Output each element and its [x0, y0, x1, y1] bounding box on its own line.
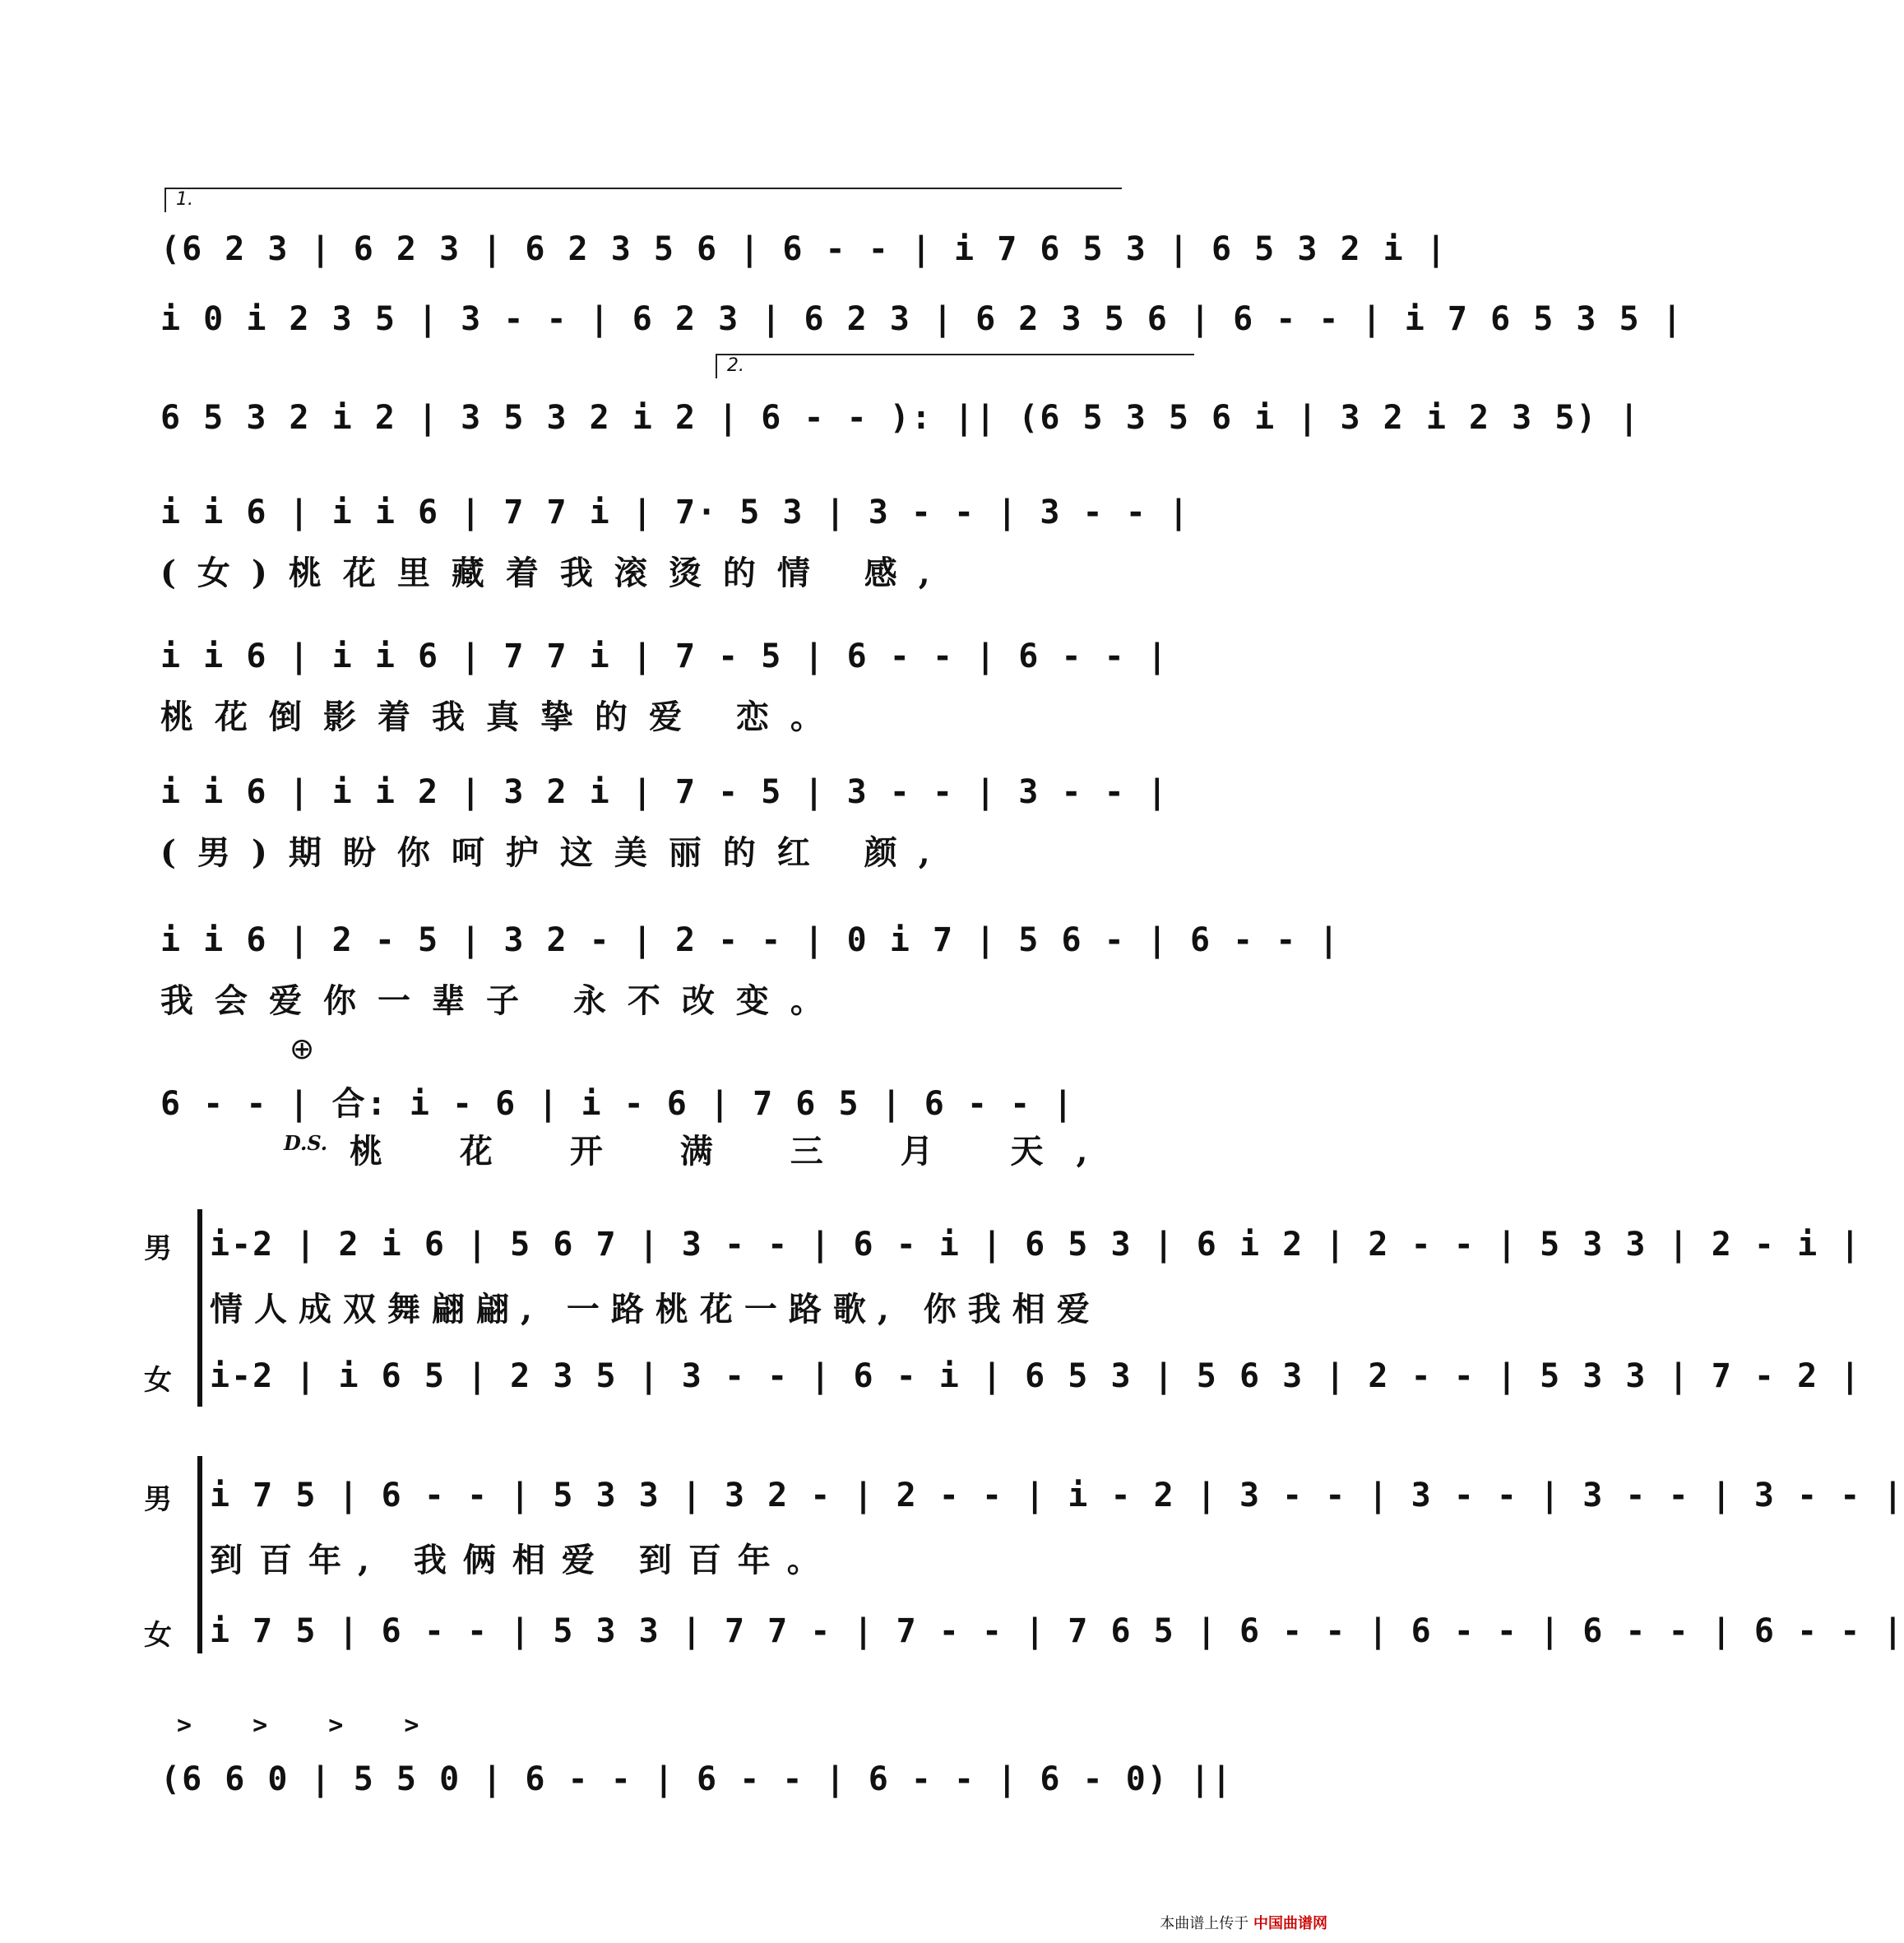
- system-8-lyrics: 桃 花 开 满 三 月 天,: [350, 1132, 1121, 1171]
- duet-1-male-label: 男: [144, 1232, 172, 1265]
- duet-2-bracket: [197, 1456, 202, 1653]
- duet-1-male-notes: i-2 | 2 i 6 | 5 6 7 | 3 - - | 6 - i | 6 5 3 | 6 i 2 | 2 - - | 5 3 3 | 2 - i |: [210, 1226, 1862, 1264]
- duet-1-lyrics: 情人成双舞翩翩, 一路桃花一路歌, 你我相爱: [210, 1290, 1101, 1329]
- system-2-notes: i 0 i 2 3 5 | 3 - - | 6 2 3 | 6 2 3 | 6 2 3 5 6 | 6 - - | i 7 6 5 3 5 |: [160, 300, 1684, 338]
- duet-2-male-notes: i 7 5 | 6 - - | 5 3 3 | 3 2 - | 2 - - | i - 2 | 3 - - | 3 - - | 3 - - | 3 - - |: [210, 1477, 1904, 1514]
- final-notes: (6 6 0 | 5 5 0 | 6 - - | 6 - - | 6 - - | 6 - 0) ||: [160, 1760, 1234, 1798]
- volta-2-label: 2.: [727, 355, 744, 376]
- footer: [1160, 1912, 1327, 1933]
- system-5-notes: i i 6 | i i 6 | 7 7 i | 7 - 5 | 6 - - | 6 - - |: [160, 638, 1169, 675]
- system-3-notes: 6 5 3 2 i 2 | 3 5 3 2 i 2 | 6 - - ): || (6 5 3 5 6 i | 3 2 i 2 3 5) |: [160, 399, 1641, 437]
- ds-mark: D.S.: [284, 1131, 328, 1155]
- volta-1: [164, 188, 1122, 212]
- final-accents: > > > >: [177, 1711, 442, 1740]
- site-logo: 中国曲谱网: [1253, 1915, 1327, 1932]
- volta-1-label: 1.: [176, 189, 193, 210]
- footer-text: 本曲谱上传于: [1160, 1915, 1249, 1932]
- system-4-notes: i i 6 | i i 6 | 7 7 i | 7· 5 3 | 3 - - | 3 - - |: [160, 494, 1190, 531]
- duet-1-female-notes: i-2 | i 6 5 | 2 3 5 | 3 - - | 6 - i | 6 5 3 | 5 6 3 | 2 - - | 5 3 3 | 7 - 2 |: [210, 1357, 1862, 1395]
- duet-2-female-notes: i 7 5 | 6 - - | 5 3 3 | 7 7 - | 7 - - | 7 6 5 | 6 - - | 6 - - | 6 - - | 6 - - |: [210, 1612, 1904, 1650]
- system-7-notes: i i 6 | 2 - 5 | 3 2 - | 2 - - | 0 i 7 | 5 6 - | 6 - - |: [160, 921, 1341, 959]
- duet-2-female-label: 女: [144, 1619, 172, 1652]
- duet-2-male-label: 男: [144, 1483, 172, 1516]
- coda-mark: ⊕: [290, 1032, 315, 1066]
- duet-1-bracket: [197, 1209, 202, 1407]
- system-4-lyrics: (女)桃花里藏着我滚烫的情 感,: [160, 554, 952, 592]
- volta-2: [716, 354, 1194, 378]
- system-8-notes: 6 - - | 合: i - 6 | i - 6 | 7 6 5 | 6 - - |: [160, 1085, 1075, 1123]
- system-7-lyrics: 我会爱你一辈子 永不改变。: [160, 981, 845, 1020]
- system-6-lyrics: (男)期盼你呵护这美丽的红 颜,: [160, 833, 952, 872]
- duet-1-female-label: 女: [144, 1364, 172, 1397]
- system-6-notes: i i 6 | i i 2 | 3 2 i | 7 - 5 | 3 - - | 3 - - |: [160, 773, 1169, 811]
- system-5-lyrics: 桃花倒影着我真挚的爱 恋。: [160, 698, 845, 736]
- duet-2-lyrics: 到百年, 我俩相爱 到百年。: [210, 1541, 836, 1579]
- system-1-notes: (6 2 3 | 6 2 3 | 6 2 3 5 6 | 6 - - | i 7 6 5 3 | 6 5 3 2 i |: [160, 230, 1448, 268]
